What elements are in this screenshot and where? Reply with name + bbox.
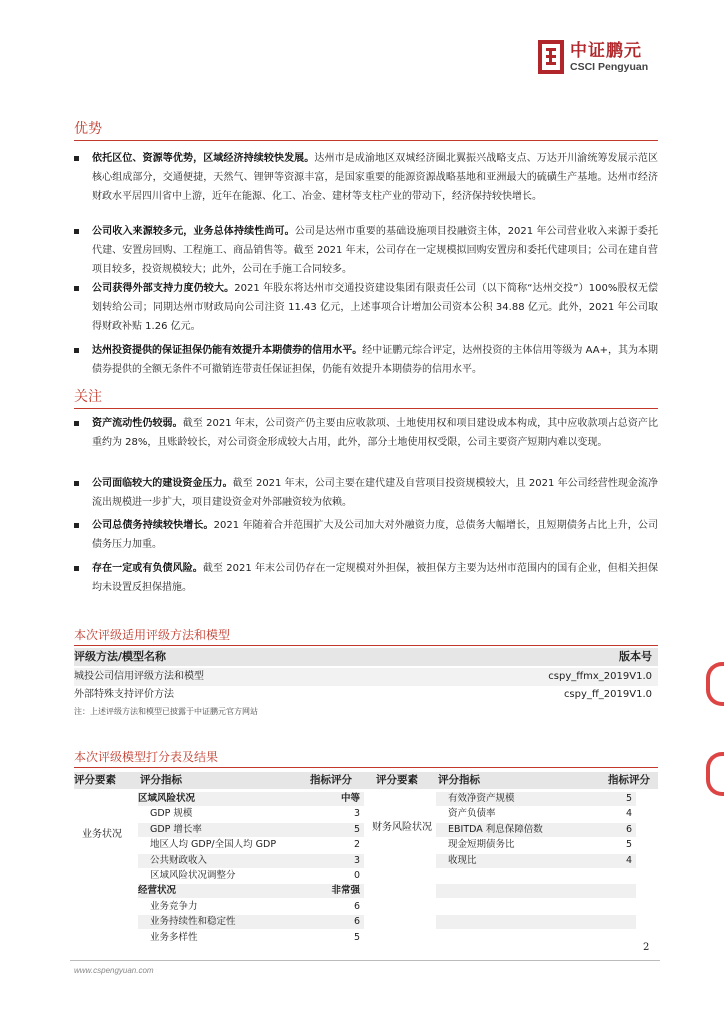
scorecard-indicator-name: 区域风险状况调整分 <box>150 870 236 881</box>
bullet-square-icon <box>74 348 79 353</box>
scorecard-indicator-score: 3 <box>353 854 360 866</box>
scorecard-indicator-score: 5 <box>353 931 360 943</box>
advantages-title: 优势 <box>74 121 102 137</box>
scorecard-row <box>138 792 364 806</box>
logo-emblem-icon <box>538 40 564 74</box>
scorecard-indicator-score: 6 <box>353 916 360 928</box>
advantage-text: 2021 年股东将达州市交通投资建设集团有限责任公司（以下简称“达州交投”）100%股权无偿划转给公司；同期达州市财政局向公司注资 11.43 亿元，上述事项合计增加公司资本公积 34.88 亿元。此外，2021 年公司取得财政补贴 1.26 亿元。 <box>92 283 659 332</box>
method-name: 外部特殊支持评价方法 <box>74 689 174 700</box>
advantage-text: 公司是达州市重要的基础设施项目投融资主体，2021 年公司营业收入来源于委托代建、安置房回购、工程施工、商品销售等。截至 2021 年末，公司存在一定规模拟回购安置房和委托代建项目；公司在建自营项目较多，投资规模较大；此外，公司在手施工合同较多。 <box>92 226 658 275</box>
concern-bold: 公司面临较大的建设资金压力。 <box>92 478 233 489</box>
scorecard-row <box>436 792 636 806</box>
scorecard-indicator-name: 业务竞争力 <box>150 900 198 912</box>
concerns-title: 关注 <box>74 389 102 405</box>
bullet-square-icon <box>74 481 79 486</box>
concern-item-4 <box>74 559 658 597</box>
company-logo <box>538 40 648 74</box>
methods-header-version: 版本号 <box>619 650 652 663</box>
scorecard-indicator-score: 3 <box>353 808 360 820</box>
advantage-bold: 依托区位、资源等优势，区域经济持续较快发展。 <box>92 153 315 164</box>
bullet-square-icon <box>74 286 79 291</box>
advantage-bold: 公司收入来源较多元，业务总体持续性尚可。 <box>92 226 295 237</box>
scorecard-row <box>138 915 364 929</box>
scorecard-indicator-score: 非常强 <box>331 885 360 897</box>
bullet-square-icon <box>74 523 79 528</box>
concern-bold: 存在一定或有负债风险。 <box>92 563 203 574</box>
scorecard-header-factor-right: 评分要素 <box>376 774 418 786</box>
scorecard-left-factor: 业务状况 <box>82 829 122 840</box>
method-version: cspy_ff_2019V1.0 <box>563 689 652 700</box>
scorecard-row <box>436 915 636 929</box>
concern-text: 2021 年随着合并范围扩大及公司加大对外融资力度，总债务大幅增长，且短期债务占比上升，公司债务压力加重。 <box>92 520 658 550</box>
advantages-rule <box>74 140 658 141</box>
scorecard-row <box>436 931 636 945</box>
concerns-rule <box>74 408 658 409</box>
page-number: 2 <box>643 942 650 953</box>
methods-table-rule <box>74 645 658 646</box>
advantage-item-3 <box>74 279 658 336</box>
scorecard-indicator-name: 现金短期债务比 <box>448 839 515 851</box>
concern-text: 截至 2021 年末，公司主要在建代建及自营项目投资规模较大，且 2021 年公司经营性现金流净流出规模进一步扩大，项目建设资金对外部融资较为依赖。 <box>92 478 659 508</box>
footer-url: www.cspengyuan.com <box>74 966 154 975</box>
methods-table-header <box>74 648 658 666</box>
scorecard-right-factor: 财务风险状况 <box>372 822 432 833</box>
advantage-item-1 <box>74 149 658 206</box>
scorecard-header-factor-left: 评分要素 <box>74 774 116 786</box>
scorecard-indicator-name: 经营状况 <box>138 885 177 897</box>
scorecard-row <box>436 869 636 883</box>
concern-item-3 <box>74 516 658 554</box>
scorecard-row <box>436 854 636 868</box>
concern-bold: 公司总债务持续较快增长。 <box>92 520 214 531</box>
scorecard-row <box>138 838 364 852</box>
scorecard-indicator-score: 0 <box>353 870 360 881</box>
bullet-square-icon <box>74 229 79 234</box>
bullet-square-icon <box>74 421 79 426</box>
scorecard-indicator-score: 6 <box>625 823 632 835</box>
advantage-item-4 <box>74 341 658 379</box>
concern-text: 截至 2021 年末，公司资产仍主要由应收款项、土地使用权和项目建设成本构成，其中应收款项占总资产比重约为 28%，且账龄较长，对公司资金形成较大占用，此外，部分土地使用权受限，公司主要资产短期内难以变现。 <box>92 418 658 448</box>
scorecard-row <box>138 854 364 868</box>
advantage-text: 达州市是成渝地区双城经济圈北翼振兴战略支点、万达开川渝统筹发展示范区核心组成部分，交通便捷，天然气、锂钾等资源丰富，是国家重要的能源资源战略基地和亚洲最大的硫磺生产基地。达州市经济财政水平居四川省中上游，近年在能源、化工、冶金、建材等支柱产业的带动下，经济保持较快增长。 <box>92 153 659 202</box>
scorecard-row <box>436 900 636 914</box>
scorecard-row <box>138 823 364 837</box>
concern-item-1 <box>74 414 658 452</box>
method-version: cspy_ffmx_2019V1.0 <box>548 671 652 682</box>
scorecard-header <box>74 772 658 789</box>
scorecard-indicator-name: EBITDA 利息保障倍数 <box>448 823 543 835</box>
advantage-bold: 公司获得外部支持力度仍较大。 <box>92 283 235 294</box>
methods-table-row <box>74 668 658 686</box>
methods-note: 注：上述评级方法和模型已披露于中证鹏元官方网站 <box>74 707 258 716</box>
scorecard-row <box>138 869 364 883</box>
scorecard-indicator-score: 4 <box>625 808 632 820</box>
logo-cn-text: 中证鹏元 <box>570 40 642 61</box>
scorecard-row <box>436 823 636 837</box>
advantage-text: 经中证鹏元综合评定，达州投资的主体信用等级为 AA+，其为本期债券提供的全额无条件不可撤销连带责任保证担保，仍能有效提升本期债券的信用水平。 <box>92 345 658 375</box>
scorecard-row <box>138 931 364 945</box>
scorecard-indicator-name: GDP 规模 <box>150 808 193 820</box>
scorecard-indicator-name: 业务持续性和稳定性 <box>150 916 236 928</box>
methods-table-row <box>74 686 658 704</box>
scorecard-indicator-name: 收现比 <box>448 854 477 866</box>
seal-stamp-icon <box>706 662 724 706</box>
scorecard-header-indicator-right: 评分指标 <box>438 774 480 786</box>
scorecard-indicator-name: 有效净资产规模 <box>448 793 515 804</box>
scorecard-indicator-score: 6 <box>353 900 360 912</box>
concern-bold: 资产流动性仍较弱。 <box>92 418 183 429</box>
advantage-item-2 <box>74 222 658 279</box>
scorecard-row <box>436 838 636 852</box>
bullet-square-icon <box>74 156 79 161</box>
methods-table-title: 本次评级适用评级方法和模型 <box>74 628 231 642</box>
scorecard-header-indicator-left: 评分指标 <box>140 774 182 786</box>
scorecard-header-score-left: 指标评分 <box>310 774 352 786</box>
method-name: 城投公司信用评级方法和模型 <box>74 671 204 682</box>
scorecard-indicator-score: 5 <box>625 839 632 851</box>
scorecard-row <box>436 884 636 898</box>
scorecard-indicator-name: 业务多样性 <box>150 931 198 943</box>
footer-rule <box>70 960 660 961</box>
concern-text: 截至 2021 年末公司仍存在一定规模对外担保，被担保方主要为达州市范围内的国有企业，但相关担保均未设置反担保措施。 <box>92 563 658 593</box>
concern-item-2 <box>74 474 658 512</box>
scorecard-indicator-name: 公共财政收入 <box>150 854 208 866</box>
logo-en-text: CSCI Pengyuan <box>570 60 649 73</box>
bullet-square-icon <box>74 566 79 571</box>
scorecard-indicator-name: 资产负债率 <box>448 808 496 820</box>
seal-stamp-icon <box>706 752 724 796</box>
scorecard-indicator-score: 2 <box>353 839 360 851</box>
scorecard-indicator-name: 地区人均 GDP/全国人均 GDP <box>150 839 277 851</box>
scorecard-indicator-name: 区域风险状况 <box>138 793 196 804</box>
scorecard-indicator-name: GDP 增长率 <box>150 823 202 835</box>
scorecard-indicator-score: 5 <box>625 793 632 804</box>
scorecard-row <box>436 807 636 821</box>
scorecard-indicator-score: 中等 <box>340 793 360 804</box>
scorecard-row <box>138 884 364 898</box>
scorecard-row <box>138 900 364 914</box>
scorecard-row <box>138 807 364 821</box>
scorecard-title: 本次评级模型打分表及结果 <box>74 750 219 764</box>
scorecard-header-score-right: 指标评分 <box>608 774 650 786</box>
scorecard-rule <box>74 767 658 768</box>
advantage-bold: 达州投资提供的保证担保仍能有效提升本期债券的信用水平。 <box>92 345 363 356</box>
methods-header-name: 评级方法/模型名称 <box>74 650 167 663</box>
scorecard-indicator-score: 4 <box>625 854 632 866</box>
scorecard-indicator-score: 5 <box>353 823 360 835</box>
